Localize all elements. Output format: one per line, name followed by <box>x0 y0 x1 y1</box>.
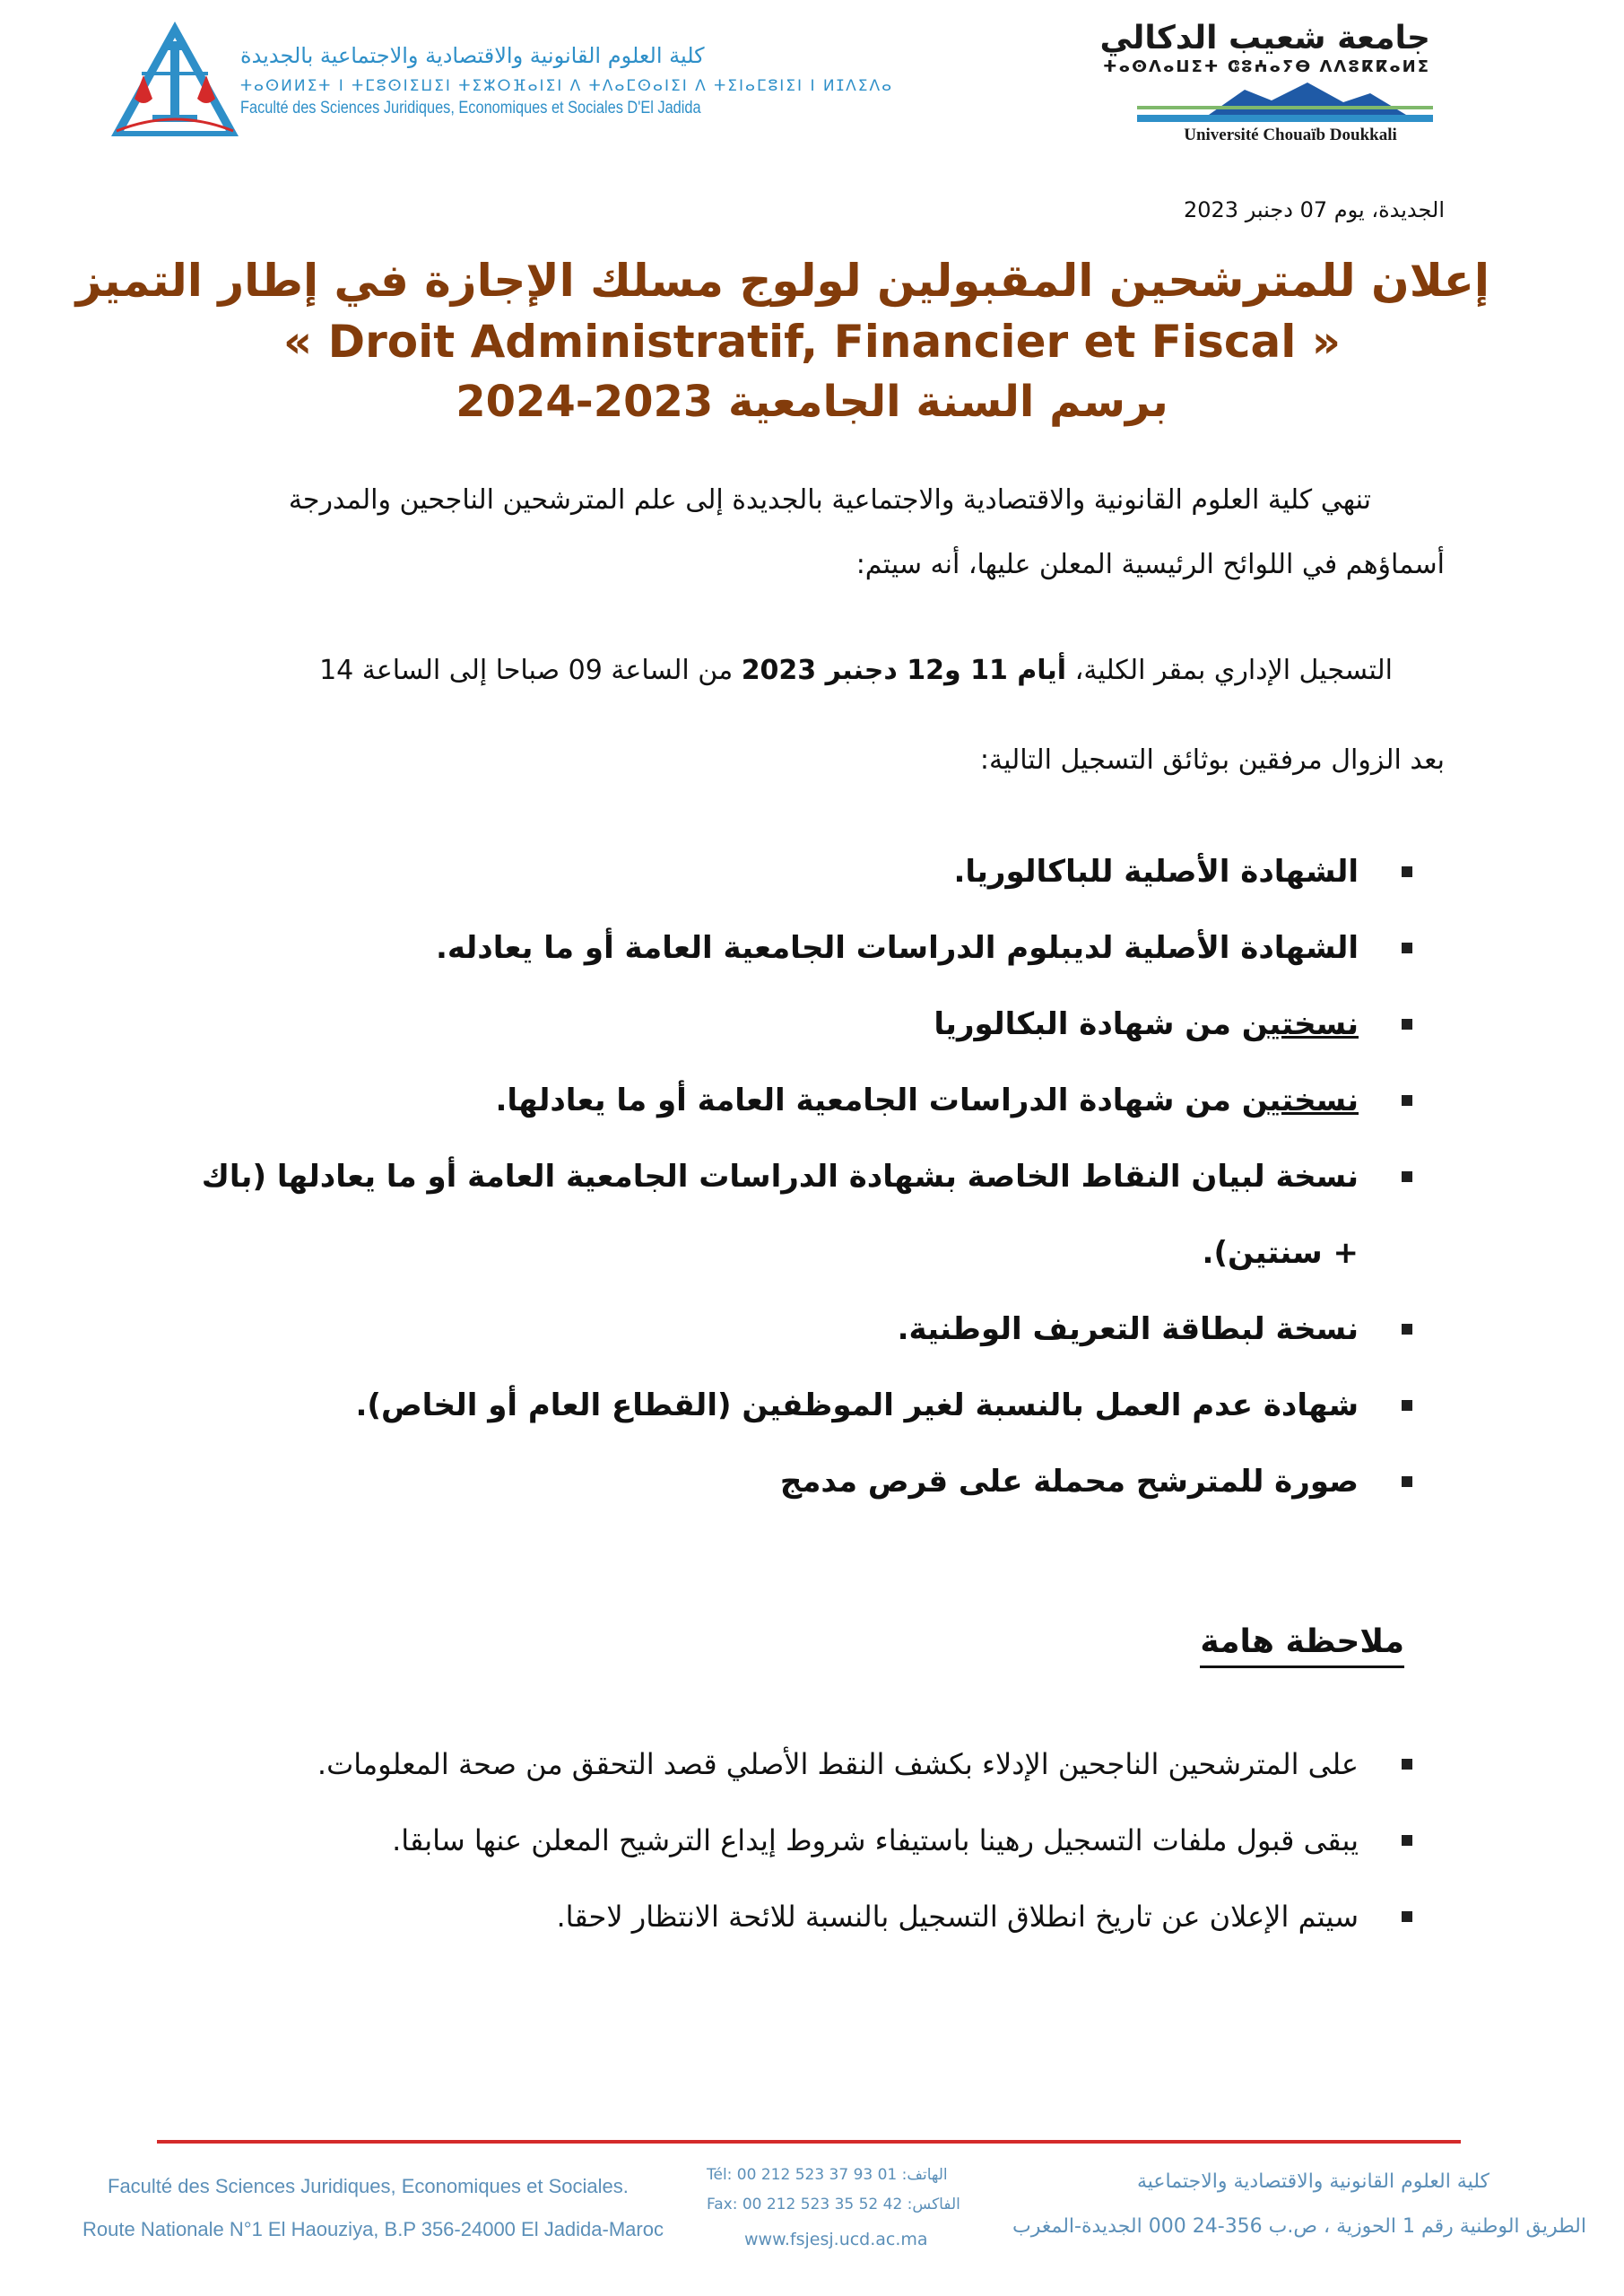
university-name-french: Université Chouaïb Doukkali <box>1184 126 1397 144</box>
notes-list <box>153 1726 1445 1955</box>
bullet-square-icon <box>1402 1476 1412 1487</box>
bullet-square-icon <box>1402 943 1412 953</box>
university-name-tifinagh: ⵜⴰⵙⴷⴰⵡⵉⵜ ⵛⵓⵄⴰⵢⴱ ⴷⴷⵓⴽⴽⴰⵍⵉ <box>1102 57 1430 76</box>
list-item: نسخة لبيان النقاط الخاصة بشهادة الدراسات الجامعية العامة أو ما يعادلها (باك + سنتين). <box>171 1139 1445 1292</box>
list-item: على المترشحين الناجحين الإدلاء بكشف النقط الأصلي قصد التحقق من صحة المعلومات. <box>153 1726 1445 1803</box>
faculty-name-tifinagh: ⵜⴰⵙⵍⵍⵉⵜ ⵏ ⵜⵎⵓⵙⵏⵉⵡⵉⵏ ⵜⵉⵣⵔⴼⴰⵏⵉⵏ ⴷ ⵜⴷⴰⵎⵙⴰⵏⵉⵏ ⴷ ⵜⵉⵏⴰⵎⵓⵏⵉⵏ ⵏ ⵍⵊⴷⵉⴷⴰ <box>240 77 894 95</box>
footer-fax: Fax: 00 212 523 35 52 42 :الفاكس <box>707 2196 960 2213</box>
document-date: الجديدة، يوم 07 دجنبر 2023 <box>1183 197 1445 222</box>
footer-website-link[interactable]: www.fsjesj.ucd.ac.ma <box>744 2230 928 2249</box>
intro-line-2: أسماؤهم في اللوائح الرئيسية المعلن عليها، أنه سيتم: <box>855 549 1445 580</box>
list-item: شهادة عدم العمل بالنسبة لغير الموظفين (القطاع العام أو الخاص). <box>171 1368 1445 1444</box>
list-item: سيتم الإعلان عن تاريخ انطلاق التسجيل بالنسبة للائحة الانتظار لاحقا. <box>153 1879 1445 1955</box>
faculty-logo-icon <box>108 18 242 139</box>
title-line-1: إعلان للمترشحين المقبولين لولوج مسلك الإجازة في إطار التميز <box>75 255 1489 307</box>
footer-address-french: Route Nationale N°1 El Haouziya, B.P 356-24000 El Jadida-Maroc <box>83 2218 664 2240</box>
university-name-arabic: جامعة شعيب الدكالي <box>1099 20 1430 57</box>
registration-text-b: من الساعة 09 صباحا إلى الساعة 14 <box>319 655 742 686</box>
bullet-square-icon <box>1402 1759 1412 1770</box>
registration-line-1 <box>319 655 1393 686</box>
footer-phone: Tél: 00 212 523 37 93 01 :الهاتف <box>707 2166 948 2184</box>
bullet-square-icon <box>1402 1324 1412 1335</box>
list-item: يبقى قبول ملفات التسجيل رهينا باستيفاء شروط إيداع الترشيح المعلن عنها سابقا. <box>153 1803 1445 1879</box>
intro-line-1: تنهي كلية العلوم القانونية والاقتصادية والاجتماعية بالجديدة إلى علم المترشحين الناجحين والمدرجة <box>288 484 1371 516</box>
list-item: صورة للمترشح محملة على قرص مدمج <box>171 1444 1445 1520</box>
footer-faculty-arabic: كلية العلوم القانونية والاقتصادية والاجتماعية <box>1137 2170 1489 2193</box>
footer-divider <box>157 2140 1461 2144</box>
bullet-square-icon <box>1402 1095 1412 1106</box>
faculty-name-arabic: كلية العلوم القانونية والاقتصادية والاجتماعية بالجديدة <box>240 43 705 68</box>
bullet-square-icon <box>1402 1400 1412 1411</box>
title-line-3: برسم السنة الجامعية 2023-2024 <box>456 377 1168 427</box>
list-item: نسختين من شهادة الدراسات الجامعية العامة أو ما يعادلها. <box>171 1063 1445 1139</box>
bullet-square-icon <box>1402 1171 1412 1182</box>
footer-faculty-french: Faculté des Sciences Juridiques, Economiques et Sociales. <box>108 2175 629 2197</box>
bullet-square-icon <box>1402 866 1412 877</box>
list-item: نسخة لبطاقة التعريف الوطنية. <box>171 1292 1445 1368</box>
footer-address-arabic: الطريق الوطنية رقم 1 الحوزية ، ص.ب 356-24 000 الجديدة-المغرب <box>1012 2215 1586 2238</box>
bullet-square-icon <box>1402 1911 1412 1922</box>
bullet-square-icon <box>1402 1019 1412 1030</box>
university-logo-icon <box>1137 79 1433 131</box>
note-title: ملاحظة هامة <box>1200 1623 1404 1668</box>
list-item: الشهادة الأصلية للباكالوريا. <box>171 834 1445 910</box>
registration-line-2: بعد الزوال مرفقين بوثائق التسجيل التالية: <box>979 744 1445 776</box>
registration-text-a: التسجيل الإداري بمقر الكلية، <box>1066 655 1393 686</box>
title-line-2: « Droit Administratif, Financier et Fiscal » <box>282 316 1342 368</box>
list-item: نسختين من شهادة البكالوريا <box>171 987 1445 1063</box>
bullet-square-icon <box>1402 1835 1412 1846</box>
faculty-name-french: Faculté des Sciences Juridiques, Economiques et Sociales D'El Jadida <box>240 99 701 117</box>
list-item: الشهادة الأصلية لديبلوم الدراسات الجامعية العامة أو ما يعادله. <box>171 910 1445 987</box>
requirements-list <box>171 834 1445 1520</box>
registration-dates: أيام 11 و12 دجنبر 2023 <box>741 655 1067 686</box>
